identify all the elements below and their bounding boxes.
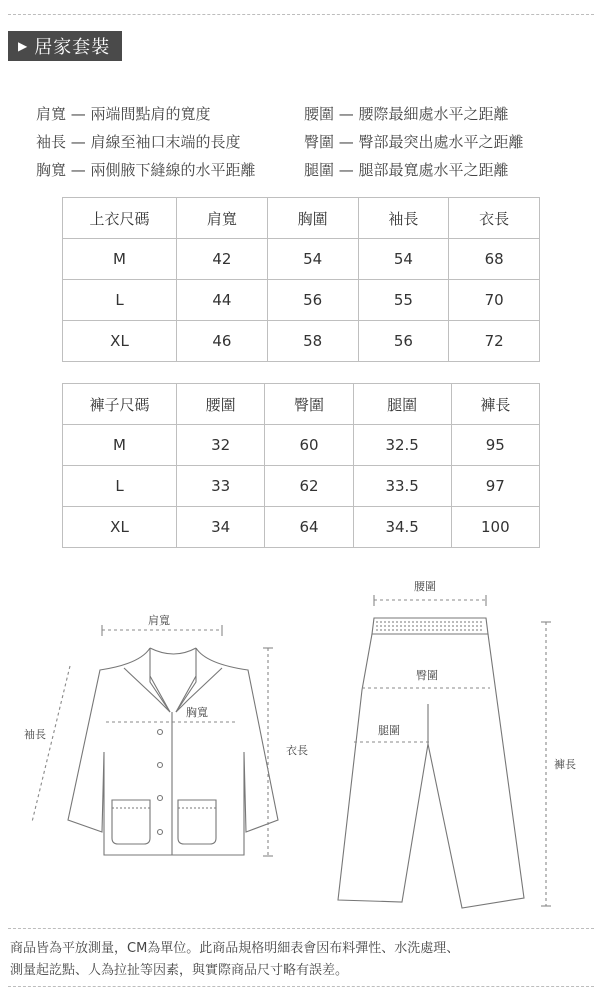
table-cell: 56 xyxy=(267,280,358,321)
table-cell: 62 xyxy=(265,466,353,507)
table-cell: 64 xyxy=(265,507,353,548)
definition-item: 袖長 — 肩線至袖口末端的長度 xyxy=(36,133,241,151)
header-cell: 上衣尺碼 xyxy=(63,198,177,239)
table-cell: L xyxy=(63,280,177,321)
table-cell: M xyxy=(63,239,177,280)
table-cell: 32.5 xyxy=(353,425,451,466)
pants-drawing xyxy=(338,618,524,908)
table-cell: 34.5 xyxy=(353,507,451,548)
shoulder-label: 肩寬 xyxy=(148,614,170,627)
table-cell: 44 xyxy=(177,280,268,321)
table-cell: 54 xyxy=(358,239,449,280)
chest-label: 胸寬 xyxy=(186,706,208,719)
header-cell: 袖長 xyxy=(358,198,449,239)
table-cell: 54 xyxy=(267,239,358,280)
pants-measure-lines xyxy=(354,595,551,906)
table-cell: 56 xyxy=(358,321,449,362)
waist-label: 腰圍 xyxy=(414,580,436,593)
table-cell: 72 xyxy=(449,321,540,362)
shirt-drawing xyxy=(68,648,278,855)
table-cell: 68 xyxy=(449,239,540,280)
table-cell: 46 xyxy=(177,321,268,362)
table-cell: 33 xyxy=(177,466,265,507)
bottom-divider xyxy=(8,986,594,987)
table-cell: 95 xyxy=(451,425,539,466)
table-cell: 55 xyxy=(358,280,449,321)
table-cell: 32 xyxy=(177,425,265,466)
definition-item: 胸寬 — 兩側腋下縫線的水平距離 xyxy=(36,161,256,179)
table-cell: 33.5 xyxy=(353,466,451,507)
header-cell: 腰圍 xyxy=(177,384,265,425)
measurement-note xyxy=(10,938,459,982)
table-cell: M xyxy=(63,425,177,466)
table-cell: XL xyxy=(63,321,177,362)
length-label: 衣長 xyxy=(286,744,308,757)
section-title: 居家套裝 xyxy=(34,37,111,58)
definition-item: 肩寬 — 兩端間點肩的寬度 xyxy=(36,105,211,123)
table-cell: 58 xyxy=(267,321,358,362)
table-cell: 100 xyxy=(451,507,539,548)
table-cell: 34 xyxy=(177,507,265,548)
header-cell: 衣長 xyxy=(449,198,540,239)
definition-item: 腿圍 — 腿部最寬處水平之距離 xyxy=(304,161,509,179)
table-cell: L xyxy=(63,466,177,507)
table-cell: 60 xyxy=(265,425,353,466)
pants-length-label: 褲長 xyxy=(554,758,576,771)
hip-label: 臀圍 xyxy=(416,669,438,682)
header-cell: 褲子尺碼 xyxy=(63,384,177,425)
table-cell: 70 xyxy=(449,280,540,321)
header-cell: 肩寬 xyxy=(177,198,268,239)
table-cell: 97 xyxy=(451,466,539,507)
triangle-right-icon: ▶ xyxy=(18,39,29,53)
bottom-divider-top xyxy=(8,928,594,929)
note-line: 測量起訖點、人為拉扯等因素，與實際商品尺寸略有誤差。 xyxy=(10,963,349,978)
definition-item: 腰圍 — 腰際最細處水平之距離 xyxy=(304,105,509,123)
table-cell: 42 xyxy=(177,239,268,280)
header-cell: 臀圍 xyxy=(265,384,353,425)
thigh-label: 腿圍 xyxy=(378,724,400,737)
table-cell: XL xyxy=(63,507,177,548)
header-cell: 腿圍 xyxy=(353,384,451,425)
note-line: 商品皆為平放測量，CM為單位。此商品規格明細表會因布料彈性、水洗處理、 xyxy=(10,941,460,956)
sleeve-label: 袖長 xyxy=(24,728,46,741)
shirt-measure-lines xyxy=(32,625,273,856)
definition-item: 臀圍 — 臀部最突出處水平之距離 xyxy=(304,133,524,151)
header-cell: 胸圍 xyxy=(267,198,358,239)
header-cell: 褲長 xyxy=(451,384,539,425)
